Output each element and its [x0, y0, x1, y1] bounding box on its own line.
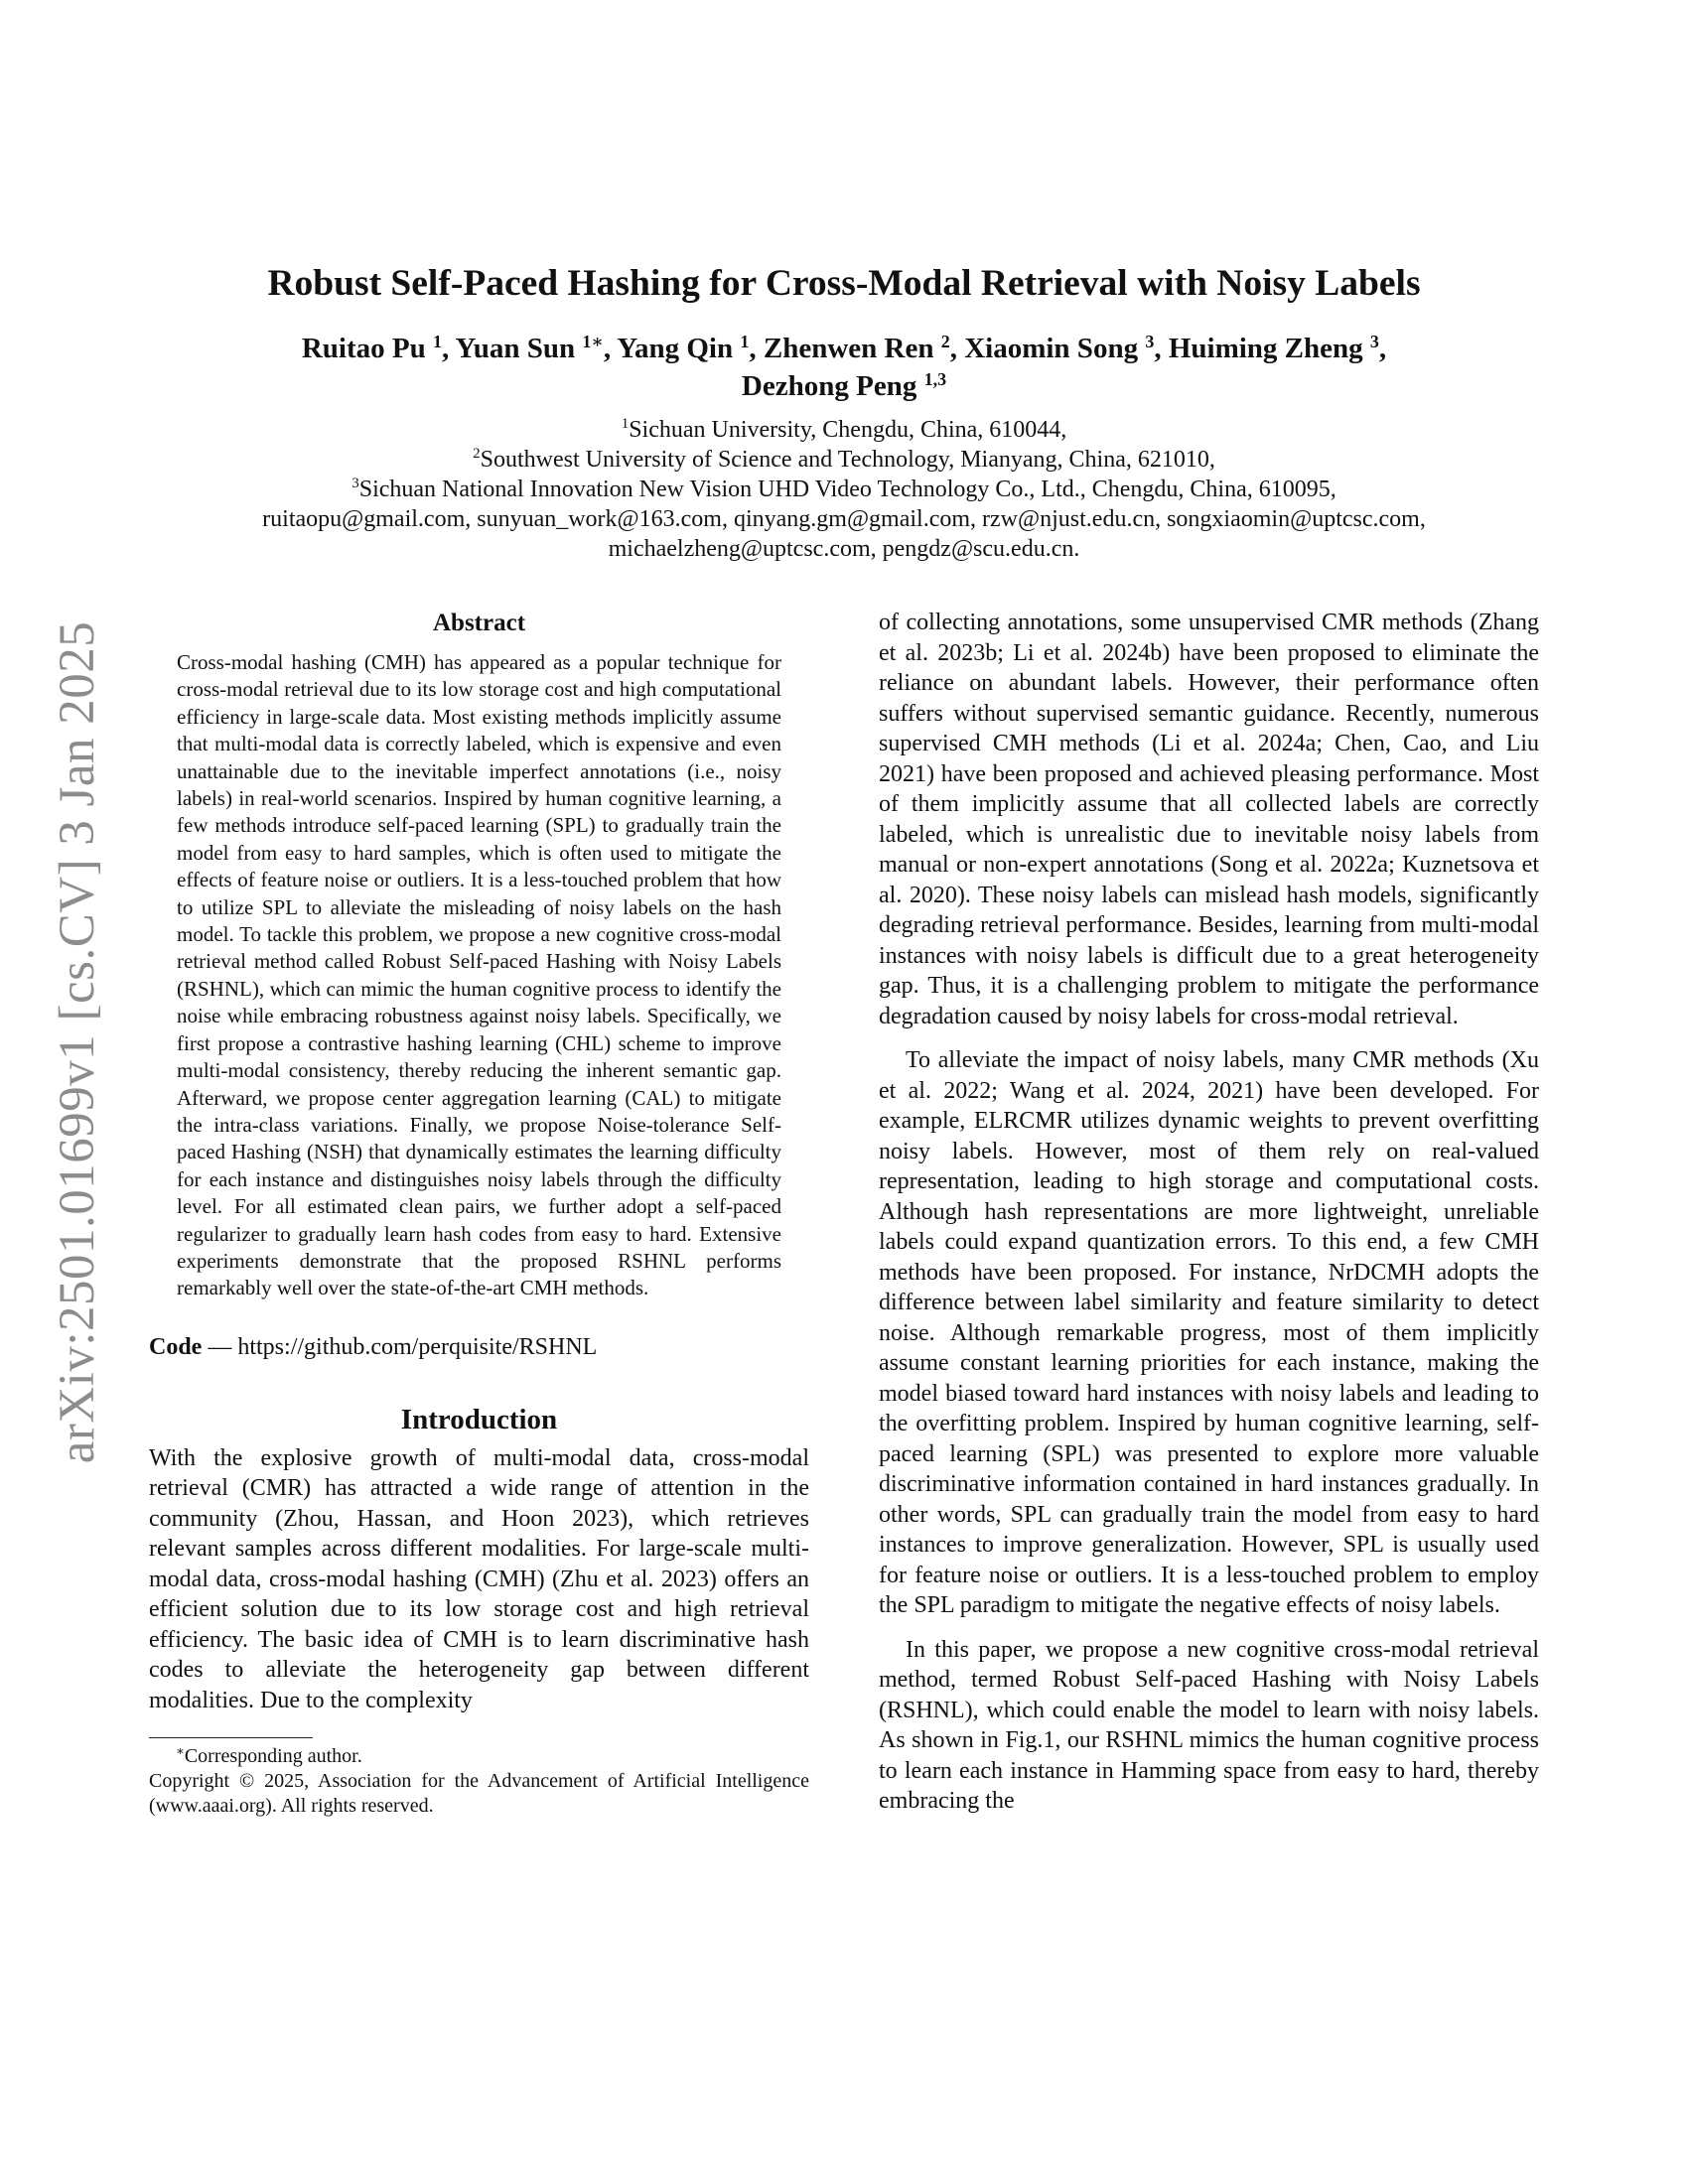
introduction-paragraph-1: With the explosive growth of multi-modal data, cross-modal retrieval (CMR) has attracted a wide range of attention in the community (Zhou, Hassan, and Hoon 2023), which retrieves relevant samples across different modalities. For large-scale multi-modal data, cross-modal hashing (CMH) (Zhu et al. 2023) offers an efficient solution due to its low storage cost and high retrieval efficiency. The basic idea of CMH is to learn discriminative hash codes to alleviate the heterogeneity gap between different modalities. Due to the complexity [149, 1444, 809, 1713]
code-link-line: Code — https://github.com/perquisite/RSHNL [149, 1333, 598, 1360]
arxiv-identifier: arXiv:2501.01699v1 [cs.CV] 3 Jan 2025 [50, 620, 105, 1464]
paper-title: Robust Self-Paced Hashing for Cross-Modal Retrieval with Noisy Labels [267, 263, 1421, 304]
introduction-paragraph-2: of collecting annotations, some unsupervised CMR methods (Zhang et al. 2023b; Li et al. 2024b) have been proposed to eliminate the reliance on abundant labels. However, their performance often suffers without supervised semantic guidance. Recently, numerous supervised CMH methods (Li et al. 2024a; Chen, Cao, and Liu 2021) have been proposed and achieved pleasing performance. Most of them implicitly assume that all collected labels are correctly labeled, which is unrealistic due to inevitable noisy labels from manual or non-expert annotations (Song et al. 2022a; Kuznetsova et al. 2020). These noisy labels can mislead hash models, significantly degrading retrieval performance. Besides, learning from multi-modal instances with noisy labels is difficult due to a great heterogeneity gap. Thus, it is a challenging problem to mitigate the performance degradation caused by noisy labels for cross-modal retrieval. [879, 610, 1539, 1029]
email-line-1: ruitaopu@gmail.com, sunyuan_work@163.com, qinyang.gm@gmail.com, rzw@njust.edu.cn, songxiaomin@uptcsc.com, [262, 506, 1426, 532]
introduction-paragraph-4: In this paper, we propose a new cognitive cross-modal retrieval method, termed Robust Self-paced Hashing with Noisy Labels (RSHNL), which could enable the model to learn with noisy labels. As shown in Fig.1, our RSHNL mimics the human cognitive process to learn each instance in Hamming space from easy to hard, thereby embracing the [879, 1636, 1539, 1814]
left-column [149, 608, 809, 1819]
footnote-divider [149, 1737, 313, 1738]
right-column [879, 608, 1539, 1817]
author-1: Ruitao Pu $^1$, [301, 332, 456, 364]
author-7: Dezhong Peng $^{1,3}$ [741, 369, 947, 402]
author-4: Zhenwen Ren $^2$, [763, 332, 965, 364]
abstract-text: Cross-modal hashing (CMH) has appeared as a popular technique for cross-modal retrieval due to its low storage cost and high computational efficiency in large-scale data. Most existing methods implicitly assume that multi-modal data is correctly labeled, which is expensive and even unattainable due to the inevitable imperfect annotations (i.e., noisy labels) in real-world scenarios. Inspired by human cognitive learning, a few methods introduce self-paced learning (SPL) to gradually train the model from easy to hard samples, which is often used to mitigate the effects of feature noise or outliers. It is a less-touched problem that how to utilize SPL to alleviate the misleading of noisy labels on the hash model. To tackle this problem, we propose a new cognitive cross-modal retrieval method called Robust Self-paced Hashing with Noisy Labels (RSHNL), which can mimic the human cognitive process to identify the noise while embracing robustness against noisy labels. Specifically, we first propose a contrastive hashing learning (CHL) scheme to improve multi-modal consistency, thereby reducing the inherent semantic gap. Afterward, we propose center aggregation learning (CAL) to mitigate the intra-class variations. Finally, we propose Noise-tolerance Self-paced Hashing (NSH) that dynamically estimates the learning difficulty for each instance and distinguishes noisy labels through the difficulty level. For all estimated clean pairs, we further adopt a self-paced regularizer to gradually learn hash codes from easy to hard. Extensive experiments demonstrate that the proposed RSHNL performs remarkably well over the state-of-the-art CMH methods. [177, 650, 781, 1300]
author-3: Yang Qin $^1$, [617, 332, 764, 364]
copyright-notice: Copyright © 2025, Association for the Advancement of Artificial Intelligence (www.aaai.org). All rights reserved. [149, 1770, 809, 1818]
code-label: Code [149, 1333, 203, 1360]
author-6: Huiming Zheng $^3$, [1168, 332, 1387, 364]
affiliation-2: $^2$Southwest University of Science and Technology, Mianyang, China, 621010, [473, 446, 1215, 473]
affiliations [149, 415, 1539, 564]
abstract-heading: Abstract [432, 610, 526, 636]
author-2: Yuan Sun $^{1∗}$, [455, 332, 618, 364]
email-line-2: michaelzheng@uptcsc.com, pengdz@scu.edu.cn. [608, 536, 1080, 562]
paper-header [149, 260, 1539, 564]
code-url-link[interactable]: https://github.com/perquisite/RSHNL [237, 1333, 598, 1360]
affiliation-3: $^3$Sichuan National Innovation New Vision UHD Video Technology Co., Ltd., Chengdu, China, 610095, [352, 476, 1336, 502]
author-list [149, 330, 1539, 405]
author-5: Xiaomin Song $^3$, [964, 332, 1169, 364]
introduction-heading: Introduction [400, 1403, 558, 1435]
arxiv-identifier-stamp [48, 596, 107, 1489]
corresponding-author-footnote: ∗Corresponding author. [176, 1743, 362, 1768]
affiliation-1: $^1$Sichuan University, Chengdu, China, 610044, [621, 416, 1067, 443]
introduction-paragraph-3: To alleviate the impact of noisy labels, many CMR methods (Xu et al. 2022; Wang et al. 2024, 2021) have been developed. For example, ELRCMR utilizes dynamic weights to prevent overfitting noisy labels. However, most of them rely on real-valued representation, leading to high storage and computational costs. Although hash representations are more lightweight, unreliable labels could expand quantization errors. To this end, a few CMH methods have been proposed. For instance, NrDCMH adopts the difference between label similarity and feature similarity to detect noise. Although remarkable progress, most of them implicitly assume constant learning priorities for each instance, making the model biased toward hard instances with noisy labels and leading to the overfitting problem. Inspired by human cognitive learning, self-paced learning (SPL) was presented to explore more valuable discriminative information contained in hard instances gradually. In other words, SPL can gradually train the model from easy to hard instances to improve generalization. However, SPL is usually used for feature noise or outliers. It is a less-touched problem to employ the SPL paradigm to mitigate the negative effects of noisy labels. [879, 1047, 1539, 1618]
